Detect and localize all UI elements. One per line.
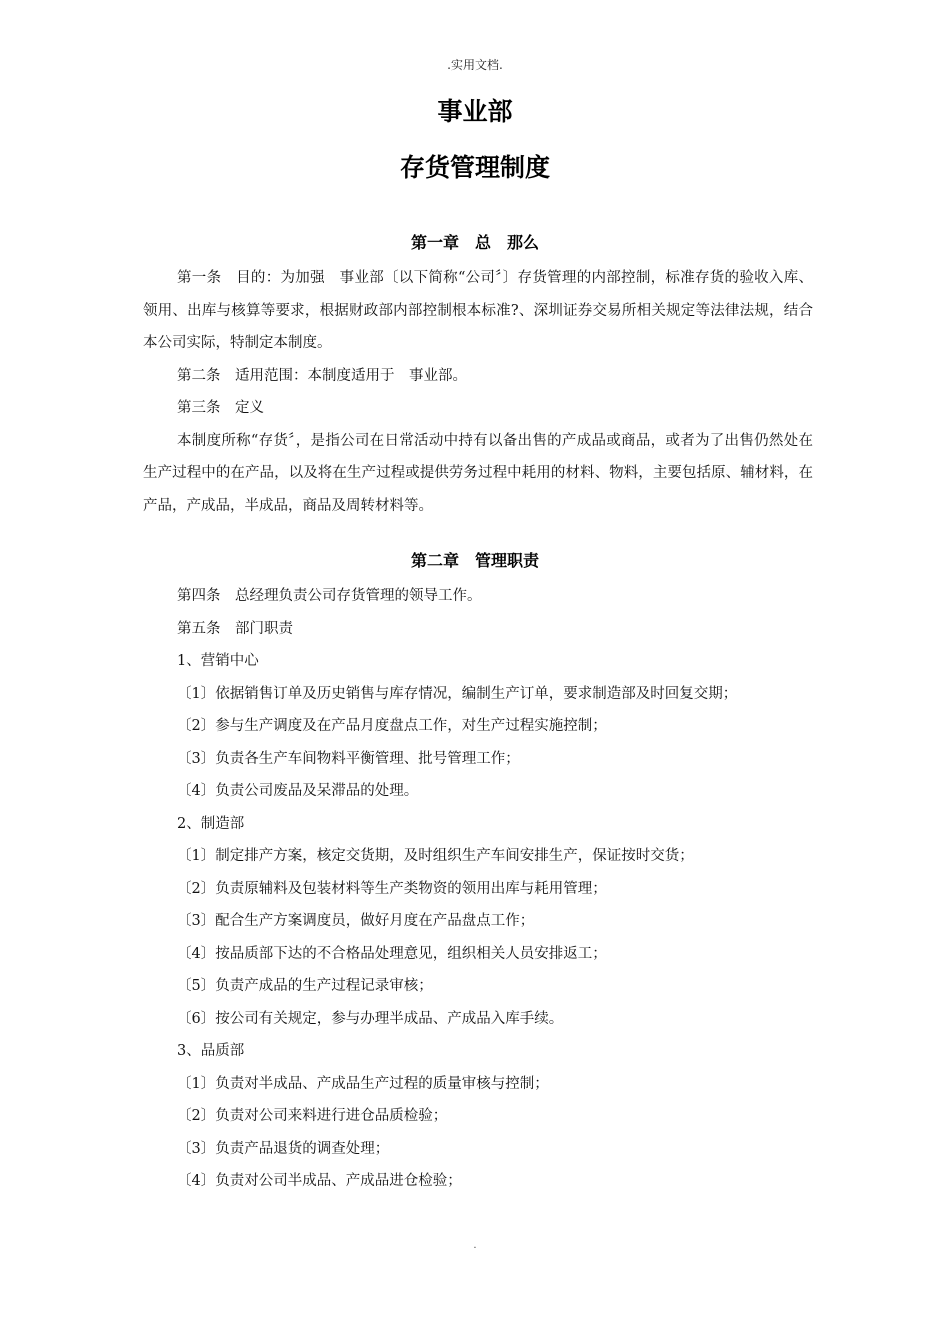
document-title-line1: 事业部 (437, 97, 513, 126)
list-item: 〔3〕负责产品退货的调查处理； (177, 1140, 390, 1157)
list-item: 〔1〕负责对半成品、产成品生产过程的质量审核与控制； (177, 1075, 549, 1092)
list-item: 〔3〕负责各生产车间物料平衡管理、批号管理工作； (177, 750, 520, 767)
section-manufacturing: 2、制造部 (177, 815, 245, 832)
page-footer: . (473, 1240, 477, 1251)
list-item: 〔1〕制定排产方案，核定交货期，及时组织生产车间安排生产，保证按时交货； (177, 848, 694, 864)
article-3: 第三条 定义 (177, 400, 264, 416)
section-marketing: 1、营销中心 (177, 653, 259, 669)
chapter2-body (143, 580, 813, 1198)
list-item: 〔2〕参与生产调度及在产品月度盘点工作，对生产过程实施控制； (177, 718, 607, 734)
article-4: 第四条 总经理负责公司存货管理的领导工作。 (177, 588, 482, 604)
document-title-line2: 存货管理制度 (399, 153, 550, 182)
list-item: 〔1〕依据销售订单及历史销售与库存情况，编制生产订单，要求制造部及时回复交期； (177, 685, 738, 702)
list-item: 〔4〕负责公司废品及呆滞品的处理。 (177, 783, 419, 799)
chapter1-body (143, 262, 813, 522)
list-item: 〔3〕配合生产方案调度员，做好月度在产品盘点工作； (177, 913, 535, 929)
list-item: 〔5〕负责产成品的生产过程记录审核； (177, 978, 433, 994)
list-item: 〔6〕按公司有关规定，参与办理半成品、产成品入库手续。 (177, 1010, 564, 1027)
list-item: 〔2〕负责对公司来料进行进仓品质检验； (177, 1108, 448, 1124)
section-quality: 3、品质部 (177, 1043, 245, 1059)
article-5: 第五条 部门职责 (177, 620, 293, 637)
article-3-body: 本制度所称“存货〞，是指公司在日常活动中持有以备出售的产成品或商品，或者为了出售仍然处在生产过程中的在产品，以及将在生产过程或提供劳务过程中耗用的材料、物料，主要包括原、辅材料，在产品，产成品，半成品，商品及周转材料等。 (143, 432, 813, 514)
chapter1-heading: 第一章 总 那么 (410, 233, 539, 252)
article-2: 第二条 适用范围：本制度适用于 事业部。 (177, 367, 467, 384)
list-item: 〔4〕负责对公司半成品、产成品进仓检验； (177, 1173, 462, 1189)
article-1: 第一条 目的：为加强 事业部〔以下简称“公司〞〕存货管理的内部控制，标准存货的验收入库、领用、出库与核算等要求，根据财政部内部控制根本标准?、深圳证券交易所相关规定等法律法规，结合本公司实际，特制定本制度。 (143, 270, 813, 351)
page-header: .实用文档. (447, 58, 503, 72)
chapter2-heading: 第二章 管理职责 (410, 551, 539, 570)
list-item: 〔4〕按品质部下达的不合格品处理意见，组织相关人员安排返工； (177, 945, 607, 962)
list-item: 〔2〕负责原辅料及包装材料等生产类物资的领用出库与耗用管理； (177, 880, 607, 897)
